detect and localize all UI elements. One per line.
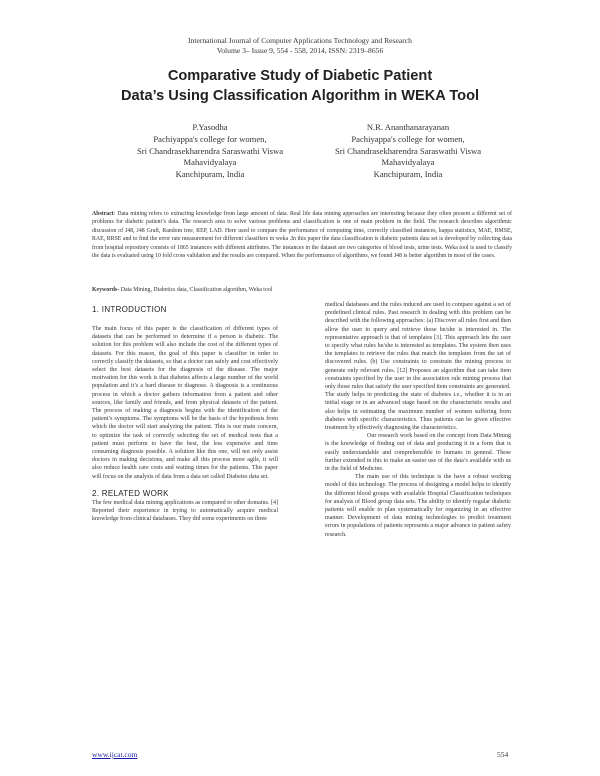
author-location: Kanchipuram, India bbox=[175, 169, 245, 180]
related-work-paragraph-3: Our research work based on the concept from Data Mining is the knowledge of finding out of data and producing it in a form that is easily understandable and comprehensible to humans in general. These further extended in this to make an easier use of the data’s available with us in the field of Medicine. bbox=[325, 433, 511, 473]
paper-title-line-1: Comparative Study of Diabetic Patient bbox=[167, 68, 433, 84]
journal-volume: Volume 3– Issue 9, 554 - 558, 2014, ISSN: 2319–8656 bbox=[216, 46, 384, 55]
right-column bbox=[325, 301, 511, 539]
author-affiliation: Pachiyappa's college for women, bbox=[153, 133, 267, 144]
author-affiliation: Mahavidyalaya bbox=[381, 157, 435, 168]
author-name: P.Yasodha bbox=[192, 122, 228, 132]
related-work-paragraph: The few medical data mining applications as compared to other domains. [4] Reported their experience in trying to automatically acquire medical knowledge from clinical databases. They did some experiments on three bbox=[92, 499, 278, 523]
introduction-paragraph: The main focus of this paper is the classification of different types of datasets that can be performed to determine if a person is diabetic. The solution for this problem will also include the cost of the different types of datasets. For this reason, the goal of this paper is classifier in order to correctly classify the datasets, so that a doctor can safely and cost effectively select the best datasets for the diagnosis of the disease. The major motivation for this work is that diabetes affects a large number of the world population and it’s a hard disease to diagnose. A diagnosis is a continuous process in which a doctor gathers information from a patient and other sources, like family and friends, and from physical datasets of the patient. The process of making a diagnosis begins with the identification of the patient’s symptoms. The symptoms will be the basis of the hypothesis from which the doctor will start analyzing the patient. This is our main concern, to optimize the task of correctly selecting the set of medical tests that a patient must perform to have the best, the less expensive and time consuming diagnosis possible. A solution like this one, will not only assist doctors in making decisions, and make all this process more agile, it will also reduce health care costs and waiting times for the patients. This paper will focus on the analysis of data from a data set called Diabetes data set. bbox=[92, 326, 278, 480]
section-heading-related-work: 2. RELATED WORK bbox=[92, 488, 169, 498]
section-heading-introduction: 1. INTRODUCTION bbox=[92, 305, 167, 314]
journal-url-link[interactable]: www.ijcat.com bbox=[92, 750, 138, 759]
author-block-2 bbox=[293, 122, 523, 181]
author-affiliation: Mahavidyalaya bbox=[183, 157, 237, 168]
author-name: N.R. Ananthanarayanan bbox=[366, 122, 450, 132]
abstract-text: : Data mining refers to extracting knowledge from large amount of data. Real life data mining approaches are interesting because they often present a different set of problems for diabetic patient’s data. The research area to solve various problems and classification is one of main problem in the field. The research describes algorithmic discussion of J48, J48 Graft, Random tree, REP, LAD. Here used to compare the performance of computing time, correctly classified instances, kappa statistics, MAE, RMSE, RAE, RRSE and to find the error rate measurement for different classifiers in weka .In this paper the data classification is diabetic patients data set is developed by collecting data from hospital repository consists of 1865 instances with different attributes. The instances in the dataset are two categories of blood tests, urine tests. Weka tool is used to classify the data is evaluated using 10 fold cross validation and the results are compared. When the performance of algorithms, we found J48 is better algorithm in most of the cases. bbox=[92, 211, 512, 260]
page-number: 554 bbox=[497, 750, 509, 759]
keywords-label: Keywords- bbox=[92, 287, 120, 293]
related-work-paragraph-cont: medical databases and the rules induced are used to compare against a set of predefined clinical rules. Past research in dealing with this problem can be described with the following approaches: (a) Discover all rules first and then allow the user to query and retrieve those he/she is interested in. The representative approach is that of templates [3]. This approach lets the user to specify what rules he/she is interested as templates. The system then uses the templates to retrieve the rules that match the templates from the set of discovered rules. (b) Use constraints to constrain the mining process to generate only relevant rules. [12] Proposes an algorithm that can take item constraints specified by the user in the association rule mining process that only those rules that satisfy the user specified item constraints are generated. bbox=[325, 302, 511, 391]
author-location: Kanchipuram, India bbox=[373, 169, 443, 180]
left-column bbox=[92, 305, 278, 523]
paper-title-line-2: Data’s Using Classification Algorithm in WEKA Tool bbox=[120, 88, 480, 104]
related-work-paragraph-2: The study helps in predicting the state of diabetes i.e., whether it is in an initial stage or in an advanced stage based on the characteristic results and also helps in estimating the maximum number of women suffering from diabetes with specific characteristics. Thus patients can be given effective treatment by effectively diagnosing the characteristics. bbox=[325, 392, 511, 432]
author-block-1 bbox=[95, 122, 325, 181]
paper-title bbox=[40, 66, 560, 106]
author-affiliation: Pachiyappa's college for women, bbox=[351, 133, 465, 144]
author-affiliation: Sri Chandrasekharendra Saraswathi Viswa bbox=[136, 145, 284, 156]
abstract-label: Abstract bbox=[92, 211, 114, 217]
abstract bbox=[92, 210, 512, 260]
keywords-text: Data Mining, Diabetics data, Classification algorithm, Weka tool bbox=[119, 287, 273, 293]
keywords bbox=[92, 286, 512, 294]
journal-name: International Journal of Computer Applications Technology and Research bbox=[188, 36, 412, 45]
author-affiliation: Sri Chandrasekharendra Saraswathi Viswa bbox=[334, 145, 482, 156]
related-work-paragraph-4: The main use of this technique is the have a robust working model of this technology. The process of designing a model helps to identify the different blood groups with available Hospital Classification techniques for analysis of Blood group data sets. The ability to identify regular diabetic patients will enable to plan systematically for organizing in an effective manner. Development of data mining technologies to predict treatment errors in populations of patients represents a major advance in patient safety research. bbox=[325, 474, 511, 538]
